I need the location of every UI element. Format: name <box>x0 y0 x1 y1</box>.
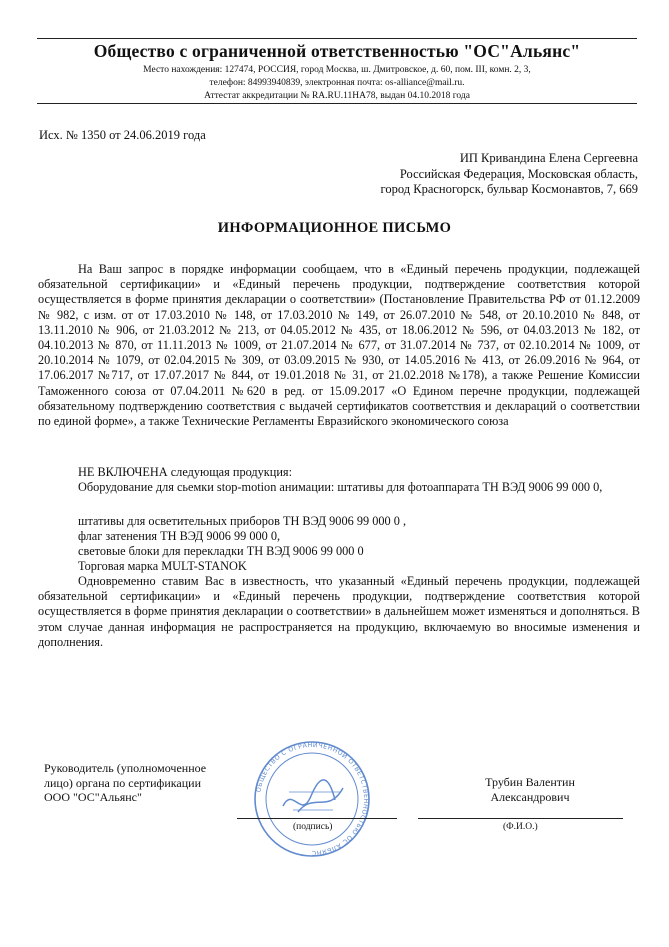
signature-line <box>237 818 397 819</box>
signature-caption: (подпись) <box>293 822 333 832</box>
header-bottom-rule <box>37 103 637 104</box>
product-line: Оборудование для сьемки stop-motion анимации: штативы для фотоаппарата ТН ВЭД 9006 99 000 0, <box>78 480 603 494</box>
name-line <box>418 818 623 819</box>
addressee-region: Российская Федерация, Московская область, <box>399 166 638 181</box>
organization-name: Общество с ограниченной ответственностью "ОС"Альянс" <box>93 41 581 61</box>
position-line: Руководитель (уполномоченное <box>44 761 207 775</box>
main-paragraph: На Ваш запрос в порядке информации сообщаем, что в «Единый перечень продукции, подлежащей обязательной сертификации» и «Единый перечень продукции, подтверждение соответствия которой осуществляется в форме принятия декларации о соответствии» (Постановление Правительства РФ от 01.12.2009 № 982, с изм. от от 17.03.2010 № 148, от 17.03.2010 № 149, от 26.07.2010 № 548, от 20.10.2010 № 848, от 13.11.2010 № 906, от 21.03.2012 № 213, от 04.05.2012 № 435, от 18.06.2012 № 596, от 04.03.2013 № 182, от 04.10.2013 № 870, от 11.11.2013 № 1009, от 21.07.2014 № 677, от 31.07.2014 № 737, от 02.10.2014 № 1009, от 20.10.2014 № 1079, от 02.04.2015 № 309, от 03.09.2015 № 930, от 14.05.2016 № 413, от 26.09.2016 № 964, от 17.06.2017 №717, от 17.07.2017 № 844, от 19.01.2018 № 31, от 21.02.2018 №178), а также Решение Комиссии Таможенного союза от 07.04.2011 №620 в ред. от 15.09.2017 «О Едином перечне продукции, подлежащей обязательному подтверждению соответствия с выдачей сертификатов соответствия и деклараций о соответствии по единой форме», а также Технические Регламенты Евразийского экономического союза <box>38 262 640 429</box>
header-top-rule <box>37 38 637 39</box>
signatory-name-line: Трубин Валентин <box>485 775 575 789</box>
accreditation-line: Аттестат аккредитации № RA.RU.11HA78, выдан 04.10.2018 года <box>204 91 470 101</box>
addressee-address: город Красногорск, бульвар Космонавтов, 7, 669 <box>380 182 638 196</box>
organization-contacts: телефон: 84993940839, электронная почта: os-alliance@mail.ru. <box>209 78 465 88</box>
svg-text:ОБЩЕСТВО С ОГРАНИЧЕННОЙ ОТВЕТС: ОБЩЕСТВО С ОГРАНИЧЕННОЙ ОТВЕТСТВЕННОСТЬЮ ОС АЛЬЯНС <box>255 741 370 857</box>
addressee-block <box>381 151 638 198</box>
outgoing-number: Исх. № 1350 от 24.06.2019 года <box>39 128 206 142</box>
not-included-heading: НЕ ВКЛЮЧЕНА следующая продукция: <box>78 465 292 479</box>
product-line: флаг затенения ТН ВЭД 9006 99 000 0, <box>78 529 281 543</box>
signatory-name <box>445 775 615 804</box>
trademark-line: Торговая марка MULT-STANOK <box>78 559 247 573</box>
position-line: лицо) органа по сертификации <box>44 775 201 790</box>
organization-address: Место нахождения: 127474, РОССИЯ, город Москва, ш. Дмитровское, д. 60, пом. III, комн. 2, 3, <box>143 65 531 75</box>
signatory-position <box>44 761 206 805</box>
position-line: ООО "ОС"Альянс" <box>44 790 142 804</box>
name-caption: (Ф.И.О.) <box>503 822 538 832</box>
closing-paragraph: Одновременно ставим Вас в известность, что указанный «Единый перечень продукции, подлежащей обязательной сертификации» и «Единый перечень продукции, подтверждение соответствия которой осуществляется в форме принятия декларации о соответствии» в дальнейшем может изменяться и дополняться. В этом случае данная информация не распространяется на продукцию, включаемую во вносимые изменения и дополнения. <box>38 574 640 649</box>
product-line: штативы для осветительных приборов ТН ВЭД 9006 99 000 0 , <box>78 514 407 528</box>
product-line: световые блоки для перекладки ТН ВЭД 9006 99 000 0 <box>78 544 364 558</box>
document-title: ИНФОРМАЦИОННОЕ ПИСЬМО <box>217 220 452 236</box>
addressee-name: ИП Кривандина Елена Сергеевна <box>459 151 638 165</box>
company-stamp <box>243 740 381 858</box>
signatory-name-line: Александрович <box>490 789 570 804</box>
